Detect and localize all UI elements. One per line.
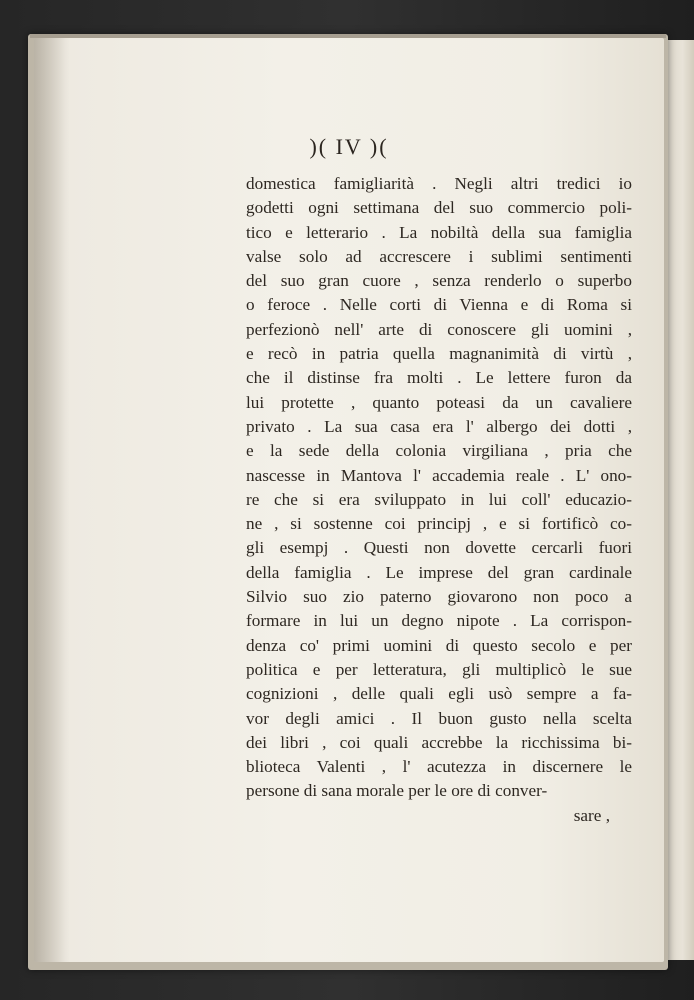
text-line: re che si era sviluppato in lui coll' educazio- (246, 489, 632, 509)
catchword: sare , (573, 806, 610, 825)
text-line: domestica famigliarità . Negli altri tredici io (246, 174, 632, 193)
text-line: formare in lui un degno nipote . La corrispon- (246, 611, 632, 631)
text-line: o feroce . Nelle corti di Vienna e di Roma si (246, 295, 632, 315)
text-line: nascesse in Mantova l' accademia reale . L' ono- (246, 465, 632, 485)
text-line: perfezionò nell' arte di conoscere gli uomini , (246, 319, 632, 339)
text-line: privato . La sua casa era l' albergo dei dotti , (246, 416, 632, 436)
text-line: lui protette , quanto poteasi da un cavaliere (246, 392, 632, 412)
text-line: dei libri , coi quali accrebbe la ricchissima bi- (246, 732, 632, 752)
text-line: tico e letterario . La nobiltà della sua famiglia (246, 222, 632, 242)
text-line: che il distinse fra molti . Le lettere furon da (246, 368, 632, 388)
text-line: del suo gran cuore , senza renderlo o superbo (246, 271, 632, 291)
text-line: politica e per letteratura, gli multiplicò le sue (246, 659, 632, 679)
text-line: persone di sana morale per le ore di conver- (246, 781, 548, 801)
text-line: denza co' primi uomini di questo secolo e per (246, 635, 632, 655)
text-line: blioteca Valenti , l' acutezza in discernere le (246, 757, 632, 777)
text-line: gli esempj . Questi non dovette cercarli fuori (246, 538, 632, 558)
book-page (34, 38, 664, 962)
text-line: vor degli amici . Il buon gusto nella scelta (246, 708, 632, 728)
text-line: ne , si sostenne coi principj , e si fortificò co- (246, 514, 632, 534)
page-number-header: )( IV )( (309, 134, 389, 159)
text-line: e la sede della colonia virgiliana , pria che (246, 441, 632, 461)
text-line: Silvio suo zio paterno giovarono non poco a (246, 587, 632, 607)
text-line: della famiglia . Le imprese del gran cardinale (246, 562, 632, 582)
body-text (246, 172, 632, 804)
text-line: e recò in patria quella magnanimità di virtù , (246, 344, 632, 364)
text-line: cognizioni , delle quali egli usò sempre a fa- (246, 684, 632, 704)
text-line: valse solo ad accrescere i sublimi sentimenti (246, 246, 632, 266)
text-line: godetti ogni settimana del suo commercio poli- (246, 198, 632, 218)
